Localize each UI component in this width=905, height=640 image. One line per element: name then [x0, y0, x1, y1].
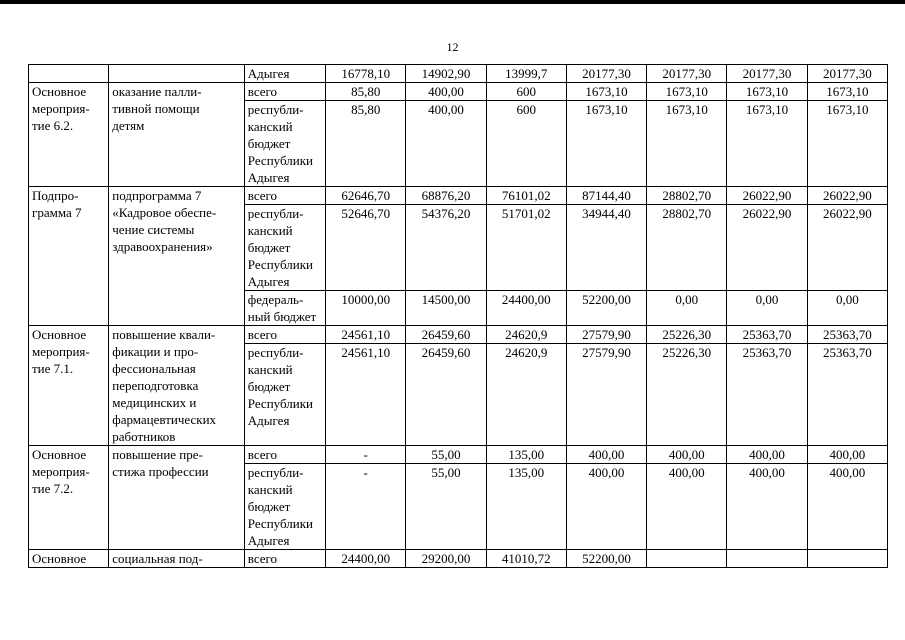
year-value-cell: 400,00 — [566, 464, 646, 550]
funding-source-cell — [244, 205, 325, 291]
year-value-cell: 400,00 — [727, 446, 807, 464]
table-row — [29, 446, 888, 464]
program-description-cell — [109, 446, 245, 550]
year-value-cell: 14500,00 — [406, 291, 486, 326]
year-value-cell: 10000,00 — [326, 291, 406, 326]
year-value-cell: 85,80 — [326, 101, 406, 187]
year-value-cell: 25363,70 — [727, 344, 807, 446]
cell-line: Республики — [247, 516, 313, 531]
cell-line: всего — [247, 188, 278, 203]
year-value-cell: 1673,10 — [647, 101, 727, 187]
year-value-cell: 52646,70 — [326, 205, 406, 291]
year-value-cell: 25363,70 — [807, 344, 887, 446]
year-value-cell: 85,80 — [326, 83, 406, 101]
year-value-cell: 400,00 — [406, 101, 486, 187]
year-value-cell: 20177,30 — [727, 65, 807, 83]
budget-table-body — [29, 65, 888, 568]
year-value-cell: 14902,90 — [406, 65, 486, 83]
cell-line: федераль- — [247, 292, 304, 307]
funding-source-cell — [244, 344, 325, 446]
cell-line: переподготовка — [112, 378, 199, 393]
year-value-cell: 24561,10 — [326, 344, 406, 446]
year-value-cell: 52200,00 — [566, 550, 646, 568]
year-value-cell: 0,00 — [727, 291, 807, 326]
cell-line: медицинских и — [112, 395, 197, 410]
year-value-cell: 135,00 — [486, 464, 566, 550]
cell-line: фармацевтических — [112, 412, 217, 427]
cell-line: Основное — [32, 84, 87, 99]
year-value-cell: 400,00 — [647, 464, 727, 550]
cell-line: всего — [247, 447, 278, 462]
year-value-cell: 25226,30 — [647, 344, 727, 446]
table-row — [29, 65, 888, 83]
program-code-cell — [29, 83, 109, 187]
program-description-cell — [109, 550, 245, 568]
year-value-cell: 27579,90 — [566, 326, 646, 344]
cell-line: тие 6.2. — [32, 118, 74, 133]
cell-line: стижа профессии — [112, 464, 209, 479]
cell-line: тие 7.1. — [32, 361, 74, 376]
funding-source-cell — [244, 326, 325, 344]
year-value-cell: - — [326, 464, 406, 550]
program-code-cell — [29, 446, 109, 550]
year-value-cell: 1673,10 — [727, 101, 807, 187]
year-value-cell: 25363,70 — [807, 326, 887, 344]
year-value-cell: 51701,02 — [486, 205, 566, 291]
cell-line: Основное — [32, 447, 87, 462]
year-value-cell: 34944,40 — [566, 205, 646, 291]
cell-line: бюджет — [247, 136, 291, 151]
funding-source-cell — [244, 446, 325, 464]
funding-source-cell — [244, 464, 325, 550]
year-value-cell: 24620,9 — [486, 344, 566, 446]
year-value-cell: 0,00 — [647, 291, 727, 326]
cell-line: Адыгея — [247, 170, 290, 185]
cell-line: повышение квали- — [112, 327, 216, 342]
cell-line: Адыгея — [247, 533, 290, 548]
cell-line: мероприя- — [32, 344, 90, 359]
cell-line: всего — [247, 551, 278, 566]
program-code-cell — [29, 550, 109, 568]
cell-line: бюджет — [247, 499, 291, 514]
year-value-cell: 400,00 — [727, 464, 807, 550]
program-code-cell — [29, 187, 109, 326]
page-number: 12 — [446, 40, 459, 54]
year-value-cell: 400,00 — [406, 83, 486, 101]
cell-line: бюджет — [247, 379, 291, 394]
cell-line: Республики — [247, 257, 313, 272]
year-value-cell — [807, 550, 887, 568]
year-value-cell: 400,00 — [807, 464, 887, 550]
year-value-cell: 24400,00 — [486, 291, 566, 326]
year-value-cell: 55,00 — [406, 464, 486, 550]
cell-line: тивной помощи — [112, 101, 200, 116]
cell-line: Основное — [32, 551, 87, 566]
year-value-cell: 87144,40 — [566, 187, 646, 205]
year-value-cell: 26022,90 — [807, 187, 887, 205]
year-value-cell: 20177,30 — [566, 65, 646, 83]
cell-line: республи- — [247, 206, 304, 221]
cell-line: канский — [247, 119, 293, 134]
year-value-cell — [727, 550, 807, 568]
year-value-cell: 28802,70 — [647, 187, 727, 205]
year-value-cell: 41010,72 — [486, 550, 566, 568]
cell-line: работников — [112, 429, 176, 444]
program-description-cell — [109, 326, 245, 446]
year-value-cell — [647, 550, 727, 568]
year-value-cell: 68876,20 — [406, 187, 486, 205]
year-value-cell: 1673,10 — [647, 83, 727, 101]
table-row — [29, 187, 888, 205]
cell-line: Адыгея — [247, 413, 290, 428]
year-value-cell: 52200,00 — [566, 291, 646, 326]
year-value-cell: 28802,70 — [647, 205, 727, 291]
program-description-cell — [109, 65, 245, 83]
cell-line: Республики — [247, 153, 313, 168]
year-value-cell: 1673,10 — [727, 83, 807, 101]
year-value-cell: 25363,70 — [727, 326, 807, 344]
year-value-cell: 13999,7 — [486, 65, 566, 83]
year-value-cell: 1673,10 — [566, 101, 646, 187]
year-value-cell: 600 — [486, 101, 566, 187]
cell-line: социальная под- — [112, 551, 203, 566]
year-value-cell: 62646,70 — [326, 187, 406, 205]
cell-line: канский — [247, 223, 293, 238]
cell-line: тие 7.2. — [32, 481, 74, 496]
cell-line: фикации и про- — [112, 344, 199, 359]
year-value-cell: 400,00 — [807, 446, 887, 464]
year-value-cell: 76101,02 — [486, 187, 566, 205]
cell-line: республи- — [247, 345, 304, 360]
table-row — [29, 326, 888, 344]
year-value-cell: 25226,30 — [647, 326, 727, 344]
year-value-cell: 1673,10 — [807, 83, 887, 101]
funding-source-cell — [244, 187, 325, 205]
funding-source-cell — [244, 65, 325, 83]
cell-line: ный бюджет — [247, 309, 317, 324]
year-value-cell: 55,00 — [406, 446, 486, 464]
year-value-cell: 400,00 — [566, 446, 646, 464]
cell-line: канский — [247, 362, 293, 377]
year-value-cell: 20177,30 — [647, 65, 727, 83]
year-value-cell: 26022,90 — [727, 187, 807, 205]
cell-line: здравоохранения» — [112, 239, 213, 254]
cell-line: подпрограмма 7 — [112, 188, 202, 203]
cell-line: оказание палли- — [112, 84, 202, 99]
cell-line: «Кадровое обеспе- — [112, 205, 217, 220]
program-description-cell — [109, 83, 245, 187]
table-row — [29, 83, 888, 101]
year-value-cell: 135,00 — [486, 446, 566, 464]
year-value-cell: 24400,00 — [326, 550, 406, 568]
year-value-cell: 600 — [486, 83, 566, 101]
year-value-cell: 54376,20 — [406, 205, 486, 291]
year-value-cell: 20177,30 — [807, 65, 887, 83]
year-value-cell: 27579,90 — [566, 344, 646, 446]
year-value-cell: 26022,90 — [807, 205, 887, 291]
table-row — [29, 550, 888, 568]
year-value-cell: 24620,9 — [486, 326, 566, 344]
program-code-cell — [29, 326, 109, 446]
year-value-cell: 400,00 — [647, 446, 727, 464]
year-value-cell: 26022,90 — [727, 205, 807, 291]
top-border-rule — [0, 0, 905, 4]
program-code-cell — [29, 65, 109, 83]
cell-line: всего — [247, 327, 278, 342]
cell-line: Основное — [32, 327, 87, 342]
year-value-cell: 1673,10 — [566, 83, 646, 101]
cell-line: детям — [112, 118, 145, 133]
cell-line: республи- — [247, 465, 304, 480]
cell-line: повышение пре- — [112, 447, 203, 462]
funding-source-cell — [244, 101, 325, 187]
funding-source-cell — [244, 291, 325, 326]
year-value-cell: 16778,10 — [326, 65, 406, 83]
cell-line: Адыгея — [247, 66, 290, 81]
year-value-cell: 1673,10 — [807, 101, 887, 187]
cell-line: республи- — [247, 102, 304, 117]
year-value-cell: - — [326, 446, 406, 464]
program-description-cell — [109, 187, 245, 326]
cell-line: чение системы — [112, 222, 195, 237]
cell-line: бюджет — [247, 240, 291, 255]
cell-line: грамма 7 — [32, 205, 82, 220]
cell-line: мероприя- — [32, 464, 90, 479]
cell-line: всего — [247, 84, 278, 99]
budget-table — [28, 64, 888, 568]
funding-source-cell — [244, 83, 325, 101]
year-value-cell: 24561,10 — [326, 326, 406, 344]
cell-line: фессиональная — [112, 361, 196, 376]
cell-line: Адыгея — [247, 274, 290, 289]
cell-line: канский — [247, 482, 293, 497]
cell-line: Подпро- — [32, 188, 79, 203]
funding-source-cell — [244, 550, 325, 568]
year-value-cell: 29200,00 — [406, 550, 486, 568]
year-value-cell: 0,00 — [807, 291, 887, 326]
cell-line: Республики — [247, 396, 313, 411]
year-value-cell: 26459,60 — [406, 326, 486, 344]
year-value-cell: 26459,60 — [406, 344, 486, 446]
cell-line: мероприя- — [32, 101, 90, 116]
